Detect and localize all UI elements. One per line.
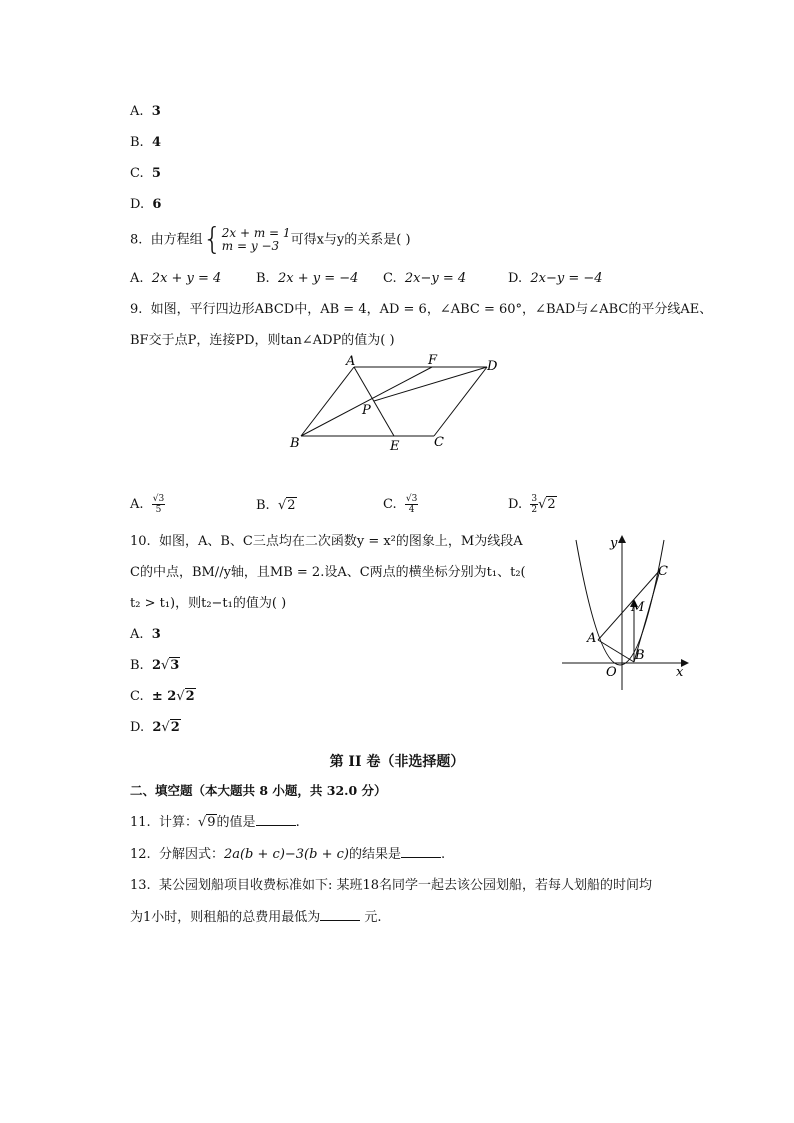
q9-option-d: D. $\frac{3}{2}$ √2 bbox=[508, 494, 556, 515]
segment-pd bbox=[374, 367, 487, 401]
q9-option-a: A. $\frac{√3}{5}$ bbox=[130, 494, 165, 515]
label-y: y bbox=[610, 536, 618, 551]
label-e: E bbox=[390, 439, 400, 454]
q10-option-b: B. 2√3 bbox=[130, 658, 180, 673]
label-p: P bbox=[362, 403, 371, 418]
q7-option-a: A. 3 bbox=[130, 104, 161, 119]
q8-option-b: B. 2x + y = −4 bbox=[256, 271, 359, 286]
q10-option-c: C. ± 2√2 bbox=[130, 689, 195, 704]
label-f: F bbox=[428, 353, 438, 368]
q13-line1: 13. 某公园划船项目收费标准如下: 某班18名同学一起去该公园划船，若每人划船的时间均 bbox=[130, 878, 653, 893]
label-a: A bbox=[587, 631, 597, 646]
q7-option-c: C. 5 bbox=[130, 166, 161, 181]
label-a: A bbox=[346, 354, 356, 369]
q8-option-a: A. 2x + y = 4 bbox=[130, 271, 222, 286]
part2-header: 二、填空题（本大题共 8 小题，共 32.0 分） bbox=[130, 783, 387, 798]
q12: 12. 分解因式：2a(b + c)−3(b + c)的结果是 . bbox=[130, 847, 446, 862]
equation-system: { 2x + m = 1 m = y −3 bbox=[202, 222, 291, 257]
label-o: O bbox=[606, 665, 617, 680]
label-x: x bbox=[676, 665, 684, 680]
parallelogram-figure bbox=[280, 352, 510, 454]
q11: 11. 计算：√9的值是 . bbox=[130, 815, 300, 830]
segment-ab bbox=[598, 640, 634, 662]
q10-stem-line2: C的中点，BM//y轴，且MB = 2.设A、C两点的横坐标分别为t₁、t₂( bbox=[130, 565, 526, 580]
q8-stem: 8. 由方程组{ 2x + m = 1 m = y −3 可得x与y的关系是( ) bbox=[130, 222, 411, 257]
label-d: D bbox=[487, 359, 498, 374]
q10-stem-line1: 10. 如图，A、B、C三点均在二次函数y = x²的图象上，M为线段A bbox=[130, 534, 523, 549]
label-m: M bbox=[631, 600, 645, 615]
side-ab bbox=[301, 367, 354, 436]
q7-option-b: B. 4 bbox=[130, 135, 161, 150]
segment-bf bbox=[301, 367, 432, 436]
q7-option-d: D. 6 bbox=[130, 197, 162, 212]
q10-stem-line3: t₂ > t₁)，则t₂−t₁的值为( ) bbox=[130, 596, 287, 611]
answer-blank bbox=[401, 845, 441, 858]
parabola-figure bbox=[560, 530, 695, 690]
q8-option-d: D. 2x−y = −4 bbox=[508, 271, 603, 286]
q13-line2: 为1小时，则租船的总费用最低为 元. bbox=[130, 910, 382, 925]
side-dc bbox=[434, 367, 487, 436]
answer-blank bbox=[256, 813, 296, 826]
label-c: C bbox=[658, 564, 668, 579]
label-b: B bbox=[290, 436, 300, 451]
q10-option-a: A. 3 bbox=[130, 627, 161, 642]
segment-ae bbox=[354, 367, 394, 436]
label-c: C bbox=[434, 435, 444, 450]
q8-option-c: C. 2x−y = 4 bbox=[383, 271, 467, 286]
q9-stem-line2: BF交于点P，连接PD，则tan∠ADP的值为( ) bbox=[130, 333, 395, 348]
q10-option-d: D. 2√2 bbox=[130, 720, 180, 735]
q9-stem-line1: 9. 如图，平行四边形ABCD中，AB = 4，AD = 6，∠ABC = 60°，∠BAD与∠ABC的平分线AE、 bbox=[130, 302, 713, 317]
section-title: 第 II 卷（非选择题） bbox=[329, 754, 465, 770]
q9-option-b: B. √2 bbox=[256, 498, 296, 513]
label-b: B bbox=[635, 648, 645, 663]
answer-blank bbox=[320, 908, 360, 921]
q9-option-c: C. $\frac{√3}{4}$ bbox=[383, 494, 418, 515]
